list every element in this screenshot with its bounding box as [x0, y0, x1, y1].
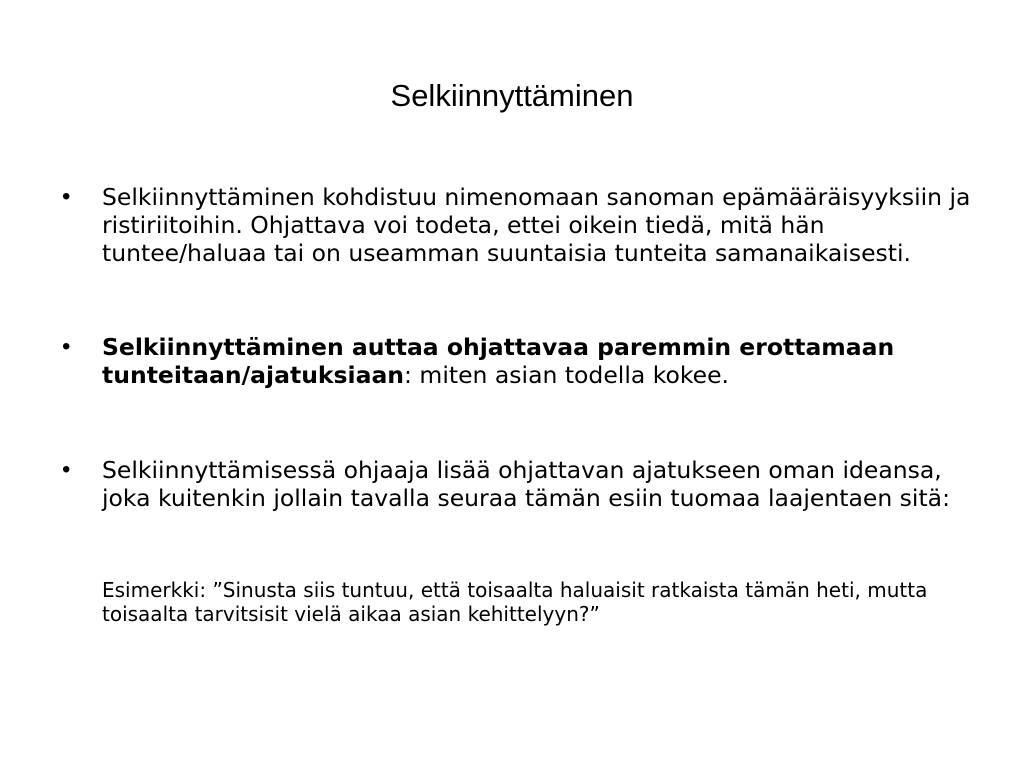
bullet-text: Selkiinnyttämisessä ohjaaja lisää ohjattavan ajatukseen oman ideansa, joka kuitenkin jollain tavalla seuraa tämän esiin tuomaa laajentaen sitä:: [102, 456, 950, 512]
slide-title: Selkiinnyttäminen: [390, 78, 634, 113]
bullet-text: Selkiinnyttäminen kohdistuu nimenomaan sanoman epämääräisyyksiin ja ristiriitoihin. Ohjattava voi todeta, ettei oikein tiedä, mitä hän tuntee/haluaa tai on useamman suuntaisia tunteita samanaikaisesti.: [102, 183, 971, 267]
bullet-marker: •: [62, 456, 71, 483]
bullet-item: [62, 456, 982, 512]
bullet-bold-text: Selkiinnyttäminen auttaa ohjattavaa paremmin erottamaan tunteitaan/ajatuksiaan: [102, 333, 895, 389]
example-quote: Esimerkki: ”Sinusta siis tuntuu, että toisaalta haluaisit ratkaista tämän heti, mutta toisaalta tarvitsisit vielä aikaa asian kehittelyyn?”: [102, 578, 928, 626]
bullet-item: [62, 333, 982, 389]
bullet-marker: •: [62, 333, 71, 360]
bullet-item: [62, 183, 982, 267]
bullet-text: : miten asian todella kokee.: [404, 361, 730, 389]
bullet-marker: •: [62, 183, 71, 210]
